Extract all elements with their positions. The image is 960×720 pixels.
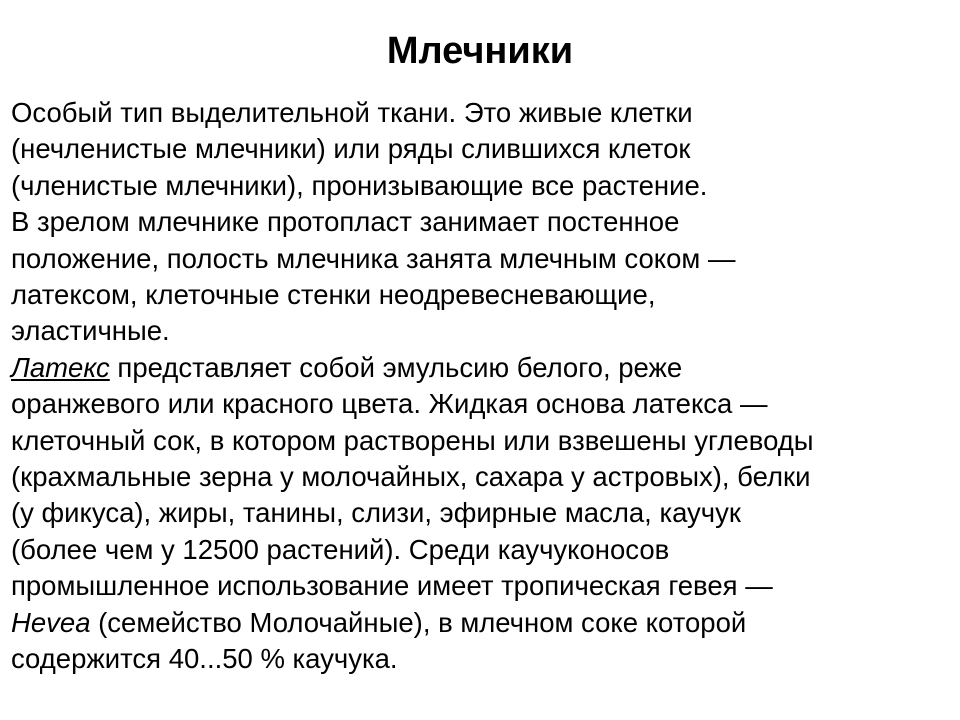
text-fragment: представляет собой эмульсию белого, реже [109, 351, 683, 383]
text-line: Особый тип выделительной ткани. Это живые клетки [11, 97, 693, 128]
text-line: (у фикуса), жиры, танины, слизи, эфирные масла, каучук [11, 497, 741, 529]
paragraph-structure [11, 204, 951, 350]
text-line: содержится 40...50 % каучука. [11, 643, 398, 675]
text-line: (членистые млечники), пронизывающие все растение. [11, 169, 708, 201]
term-latex: Латекс [11, 351, 110, 383]
text-line: положение, полость млечника занята млечным соком — [11, 242, 736, 274]
genus-name: Hevea [11, 606, 91, 638]
text-line: (более чем у 12500 растений). Среди каучуконосов [11, 533, 670, 565]
text-line [11, 350, 951, 386]
text-line: В зрелом млечнике протопласт занимает постенное [11, 206, 680, 238]
text-line [11, 605, 951, 641]
text-line: оранжевого или красного цвета. Жидкая основа латекса — [11, 388, 768, 420]
text-line: (крахмальные зерна у молочайных, сахара у астровых), белки [11, 461, 811, 493]
text-line: промышленное использование имеет тропическая гевея — [11, 570, 773, 602]
text-line: (нечленистые млечники) или ряды слившихся клеток [11, 133, 691, 165]
slide-body [11, 95, 951, 678]
paragraph-latex [11, 350, 951, 678]
text-line: клеточный сок, в котором растворены или взвешены углеводы [11, 424, 814, 456]
text-fragment: (семейство Молочайные), в млечном соке которой [90, 606, 747, 638]
text-line: латексом, клеточные стенки неодревесневающие, [11, 279, 656, 311]
slide-title: Млечники [386, 30, 574, 72]
text-line: эластичные. [11, 315, 170, 347]
paragraph-definition [11, 95, 951, 204]
